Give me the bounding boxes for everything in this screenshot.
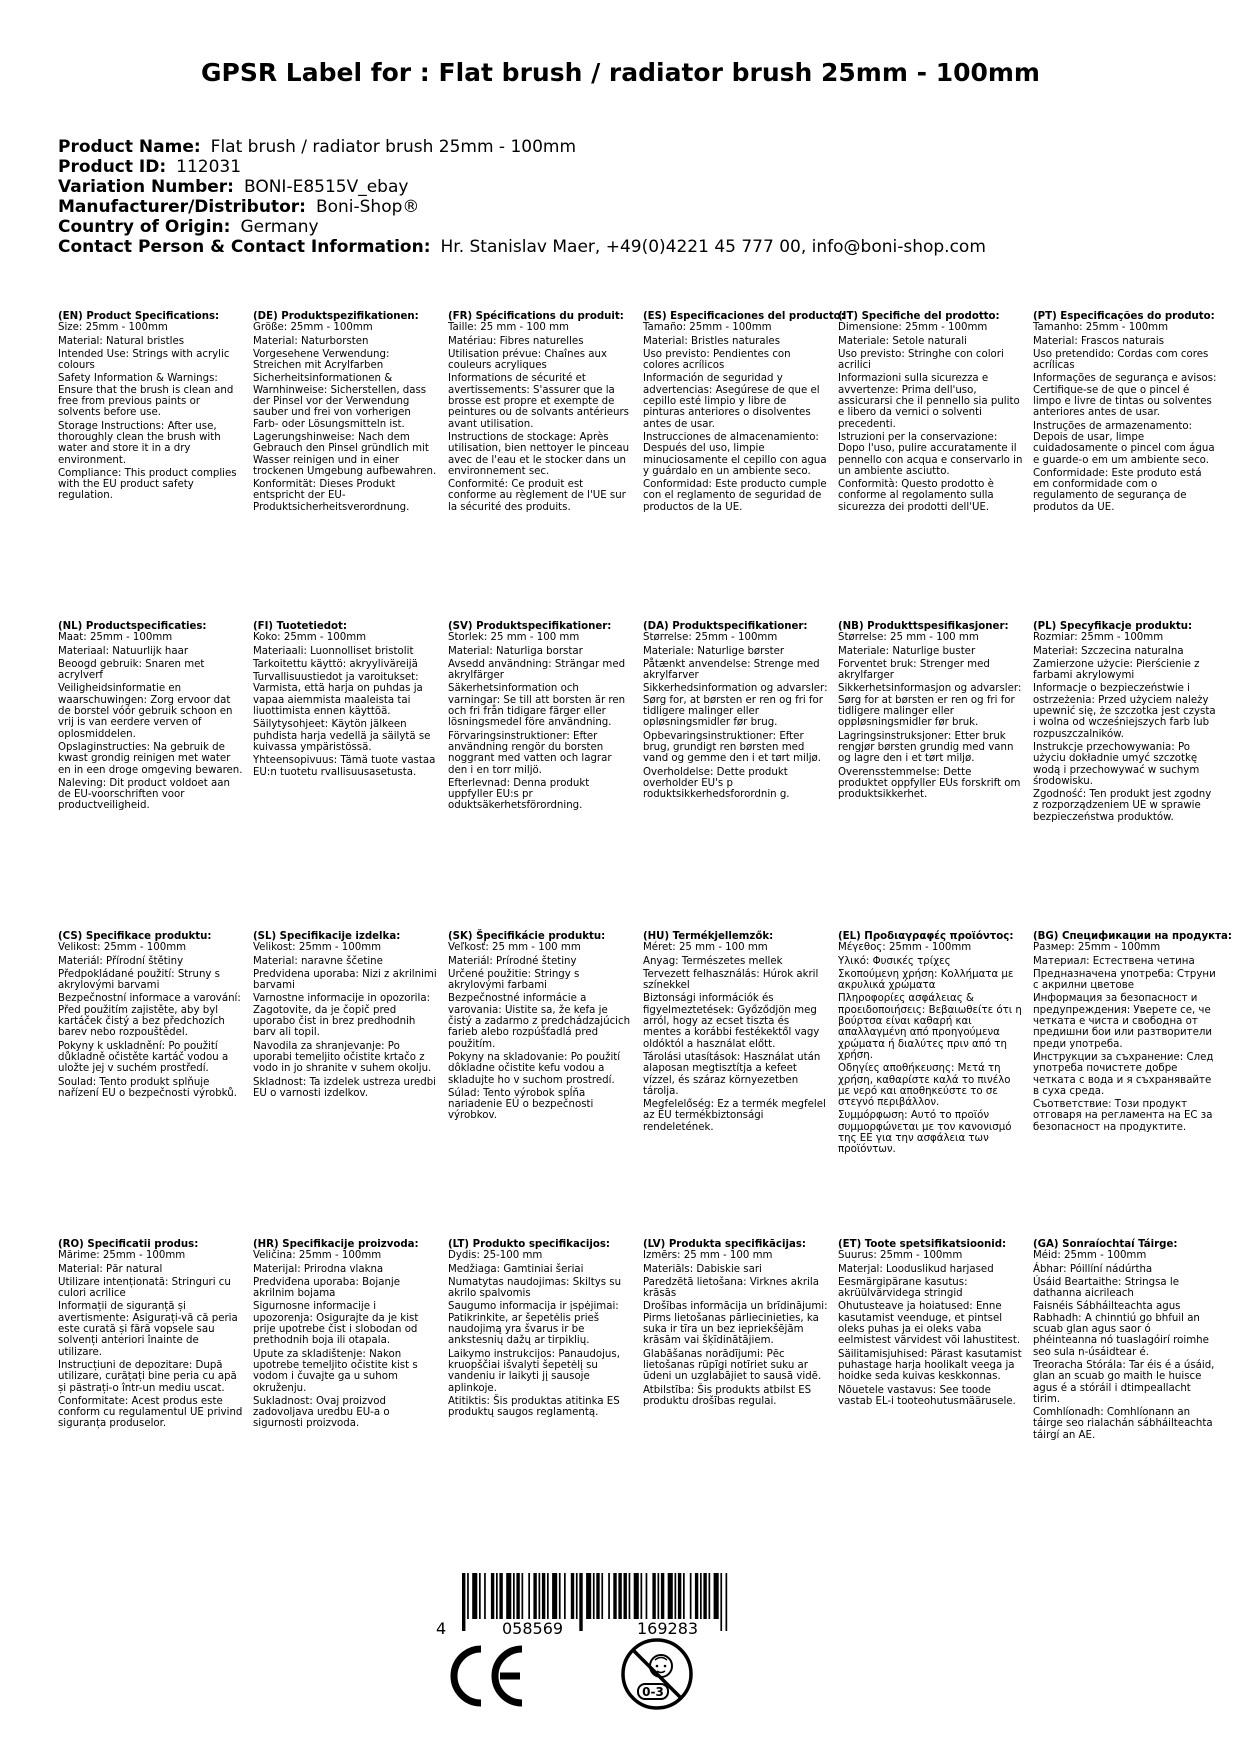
info-label: Product Name: xyxy=(58,137,201,157)
spec-paragraph: Numatytas naudojimas: Skiltys su akrilo spalvomis xyxy=(448,1276,622,1300)
barcode-bar xyxy=(576,1573,578,1619)
spec-paragraph: Navodila za shranjevanje: Po uporabi temeljito očistite krtačo z vodo in jo shranite v suhem okolju. xyxy=(253,1040,432,1075)
barcode-bar xyxy=(539,1573,541,1619)
spec-header: (EL) Προδιαγραφές προϊόντος: xyxy=(838,931,1014,942)
spec-header: (GA) Sonraíochtaí Táirge: xyxy=(1033,1239,1178,1250)
spec-paragraph: Conformidade: Este produto está em conformidade com o regulamento de segurança de produtos da UE. xyxy=(1033,467,1202,513)
ce-mark-icon xyxy=(448,1643,528,1713)
barcode-bar xyxy=(700,1573,702,1619)
info-value: Germany xyxy=(240,217,319,237)
barcode-bar xyxy=(571,1573,574,1619)
spec-paragraph: Informații de siguranță și avertismente: Asigurați-vă că peria este curată și fără vopsele sau solvenți anteriori înainte de utilizare. xyxy=(58,1301,238,1358)
spec-paragraph: Storlek: 25 mm - 100 mm xyxy=(448,632,580,644)
barcode-bar xyxy=(703,1573,706,1619)
spec-paragraph: Conformidad: Este producto cumple con el reglamento de seguridad de productos de la UE. xyxy=(643,479,827,513)
spec-paragraph: Material: Bristles naturales xyxy=(643,335,780,347)
barcode-bar xyxy=(528,1573,530,1619)
spec-paragraph: Predvidena uporaba: Nizi z akrilnimi barvami xyxy=(253,968,437,992)
barcode-bar xyxy=(467,1573,469,1619)
spec-paragraph: Materiāls: Dabiskie sari xyxy=(643,1263,762,1275)
spec-block xyxy=(58,311,243,504)
spec-paragraph: Storage Instructions: After use, thoroughly clean the brush with water and store it in a dry environment. xyxy=(58,420,221,466)
barcode-bar xyxy=(683,1573,685,1619)
spec-paragraph: Dimensione: 25mm - 100mm xyxy=(838,322,988,334)
spec-paragraph: Instrukcje przechowywania: Po użyciu dokładnie umyć szczotkę wodą i przechowywać w suchym środowisku. xyxy=(1033,741,1200,787)
barcode-bar xyxy=(613,1573,616,1619)
spec-paragraph: Veľkosť: 25 mm - 100 mm xyxy=(448,942,581,954)
barcode-bar xyxy=(726,1573,728,1631)
spec-paragraph: Anyag: Természetes mellek xyxy=(643,955,783,967)
spec-paragraph: Izmērs: 25 mm - 100 mm xyxy=(643,1250,773,1262)
barcode-bar xyxy=(646,1573,648,1619)
barcode-bar xyxy=(491,1573,494,1619)
spec-block xyxy=(253,311,438,515)
spec-header: (SK) Špecifikácie produktu: xyxy=(448,931,606,942)
spec-paragraph: Съответствие: Този продукт отговаря на регламента на ЕС за безопасност на продуктите. xyxy=(1033,1099,1213,1133)
spec-paragraph: Informazioni sulla sicurezza e avvertenze: Prima dell'uso, assicurarsi che il pennello sia pulito e libero da vernici o solventi precedenti. xyxy=(838,373,1020,430)
spec-paragraph: Drošības informācija un brīdinājumi: Pirms lietošanas pārliecinieties, ka suka ir tīra un bez iepriekšējām krāsām vai šķīdinātājiem. xyxy=(643,1301,828,1347)
spec-paragraph: Nõuetele vastavus: See toode vastab EL-i tooteohutusmäärusele. xyxy=(838,1384,1016,1407)
barcode-bar xyxy=(586,1573,591,1619)
spec-paragraph: Suurus: 25mm - 100mm xyxy=(838,1250,963,1262)
barcode-digits-mid: 058569 xyxy=(502,1619,564,1638)
spec-paragraph: Информация за безопасност и предупреждения: Уверете се, че четката е чиста и свободна от предишни бои или разтворители преди употреба. xyxy=(1033,993,1212,1050)
spec-paragraph: Konformität: Dieses Produkt entspricht der EU-Produktsicherheitsverordnung. xyxy=(253,479,410,513)
info-label: Manufacturer/Distributor: xyxy=(58,197,306,217)
spec-paragraph: Koko: 25mm - 100mm xyxy=(253,632,367,644)
spec-paragraph: Ábhar: Póillíní nádúrtha xyxy=(1033,1263,1153,1275)
spec-paragraph: Materiale: Setole naturali xyxy=(838,335,967,347)
spec-paragraph: Conformité: Ce produit est conforme au règlement de l'UE sur la sécurité des produits. xyxy=(448,479,626,513)
spec-paragraph: Οδηγίες αποθήκευσης: Μετά τη χρήση, καθαρίστε καλά το πινέλο με νερό και αποθηκεύστε το σε στεγνό περιβάλλον. xyxy=(838,1063,1011,1109)
barcode-bar xyxy=(496,1573,498,1619)
info-value: 112031 xyxy=(176,157,242,177)
spec-paragraph: Materiál: Prírodné štetiny xyxy=(448,955,577,967)
spec-header: (LV) Produkta specifikācijas: xyxy=(643,1239,806,1250)
barcode-bar xyxy=(652,1573,655,1619)
barcode-bar xyxy=(661,1573,664,1619)
spec-paragraph: Opslaginstructies: Na gebruik de kwast grondig reinigen met water en in een droge omgeving bewaren. xyxy=(58,741,243,776)
spec-paragraph: Safety Information & Warnings: Ensure that the brush is clean and free from previous paints or solvents before use. xyxy=(58,373,234,419)
spec-header: (HR) Specifikacije proizvoda: xyxy=(253,1239,419,1250)
spec-paragraph: Förvaringsinstruktioner: Efter användning rengör du borsten noggrant med vatten och lagrar den i en torr miljö. xyxy=(448,730,612,776)
barcode-bar xyxy=(714,1573,719,1619)
spec-paragraph: Materiał: Szczecina naturalna xyxy=(1033,645,1184,657)
spec-header: (BG) Спецификации на продукта: xyxy=(1033,931,1232,942)
spec-paragraph: Eesmärgipärane kasutus: akrüülvärvidega stringid xyxy=(838,1276,968,1300)
spec-row xyxy=(58,311,1241,621)
spec-paragraph: Rozmiar: 25mm - 100mm xyxy=(1033,632,1164,644)
info-row xyxy=(58,137,986,157)
spec-paragraph: Tamaño: 25mm - 100mm xyxy=(643,322,772,334)
spec-paragraph: Upute za skladištenje: Nakon upotrebe temeljito očistite kist s vodom i čuvajte ga u suhom okruženju. xyxy=(253,1348,418,1394)
spec-paragraph: Instructions de stockage: Après utilisation, bien nettoyer le pinceau avec de l'eau et le stocker dans un environnement sec. xyxy=(448,431,630,477)
spec-paragraph: Uso previsto: Stringhe con colori acrilici xyxy=(838,348,1004,372)
not-for-children-0-3-icon xyxy=(619,1636,695,1716)
spec-paragraph: Size: 25mm - 100mm xyxy=(58,322,168,334)
spec-paragraph: Dydis: 25-100 mm xyxy=(448,1250,543,1262)
spec-paragraph: Utilizare intenționată: Stringuri cu culori acrilice xyxy=(58,1276,231,1300)
spec-paragraph: Úsáid Beartaithe: Stringsa le dathanna aicrileach xyxy=(1033,1276,1179,1300)
spec-block xyxy=(1033,311,1218,515)
spec-paragraph: Υλικό: Φυσικές τρίχες xyxy=(838,955,951,967)
barcode-bar xyxy=(624,1573,627,1619)
spec-block xyxy=(448,931,633,1124)
spec-block xyxy=(643,311,845,515)
spec-paragraph: Skladnost: Ta izdelek ustreza uredbi EU o varnosti izdelkov. xyxy=(253,1076,437,1099)
spec-paragraph: Pokyny k uskladnění: Po použití důkladně očistěte kartáč vodou a uložte jej v suchém prostředí. xyxy=(58,1040,229,1075)
spec-header: (HU) Termékjellemzők: xyxy=(643,931,774,942)
spec-paragraph: Material: naravne ščetine xyxy=(253,955,383,967)
info-row xyxy=(58,177,986,197)
spec-header: (SL) Specifikacije izdelka: xyxy=(253,931,401,942)
spec-paragraph: Súlad: Tento výrobok spĺňa nariadenie EÚ o bezpečnosti výrobkov. xyxy=(448,1087,594,1122)
product-info xyxy=(58,137,986,257)
spec-paragraph: Predviđena uporaba: Bojanje akrilnim bojama xyxy=(253,1276,401,1300)
spec-header: (DE) Produktspezifikationen: xyxy=(253,311,419,322)
spec-paragraph: Размер: 25mm - 100mm xyxy=(1033,942,1161,954)
spec-paragraph: Overholdelse: Dette produkt overholder EU's p roduktsikkerhedsforordnin g. xyxy=(643,766,790,801)
spec-paragraph: Materiaal: Natuurlijk haar xyxy=(58,645,189,657)
spec-paragraph: Naleving: Dit product voldoet aan de EU-voorschriften voor productveiligheid. xyxy=(58,777,230,812)
barcode-bar xyxy=(559,1573,561,1619)
barcode-bar xyxy=(678,1573,681,1619)
barcode-bar xyxy=(479,1573,481,1619)
spec-paragraph: Materjal: Looduslikud harjased xyxy=(838,1263,994,1275)
barcode-bar xyxy=(596,1573,599,1619)
barcode-bar xyxy=(499,1573,502,1619)
spec-paragraph: Zamierzone użycie: Pierścienie z farbami akrylowymi xyxy=(1033,658,1200,682)
spec-block xyxy=(448,621,633,814)
barcode-bar xyxy=(522,1573,524,1619)
spec-paragraph: Informacje o bezpieczeństwie i ostrzeżenia: Przed użyciem należy upewnić się, że szczotka jest czysta i wolna od wcześniejszych farb lub rozpuszczalników. xyxy=(1033,683,1216,740)
spec-row xyxy=(58,931,1241,1239)
barcode-digits-right: 169283 xyxy=(637,1619,699,1638)
spec-paragraph: Istruzioni per la conservazione: Dopo l'uso, pulire accuratamente il pennello con acqua e conservarlo in un ambiente asciutto. xyxy=(838,431,1023,477)
spec-paragraph: Atbilstība: Šis produkts atbilst ES produktu drošības regulai. xyxy=(643,1384,812,1407)
spec-block xyxy=(253,621,438,780)
spec-block xyxy=(643,1239,828,1409)
spec-paragraph: Materijal: Prirodna vlakna xyxy=(253,1263,384,1275)
spec-header: (NL) Productspecificaties: xyxy=(58,621,207,632)
spec-paragraph: Vorgesehene Verwendung: Streichen mit Acrylfarben xyxy=(253,348,390,372)
spec-paragraph: Avsedd användning: Strängar med akrylfärger xyxy=(448,658,626,682)
spec-paragraph: Materiál: Přírodní štětiny xyxy=(58,955,184,967)
spec-paragraph: Lagringsinstruksjoner: Etter bruk rengjør børsten grundig med vann og lagre den i et tørt miljø. xyxy=(838,730,1014,765)
barcode-bar xyxy=(564,1573,566,1619)
spec-paragraph: Velikost: 25mm - 100mm xyxy=(253,942,382,954)
spec-header: (EN) Product Specifications: xyxy=(58,311,220,322)
spec-paragraph: Zgodność: Ten produkt jest zgodny z rozporządzeniem UE w sprawie bezpieczeństwa produktów. xyxy=(1033,789,1212,823)
spec-paragraph: Forventet bruk: Strenger med akrylfarger xyxy=(838,658,990,682)
spec-grid xyxy=(58,311,1241,1549)
spec-header: (LT) Produkto specifikacijos: xyxy=(448,1239,610,1250)
spec-paragraph: Určené použitie: Stringy s akrylovými farbami xyxy=(448,968,580,992)
spec-paragraph: Efterlevnad: Denna produkt uppfyller EU:s pr oduktsäkerhetsförordning. xyxy=(448,777,590,812)
spec-block xyxy=(253,931,438,1101)
spec-header: (IT) Specifiche del prodotto: xyxy=(838,311,1000,322)
spec-paragraph: Material: Frascos naturais xyxy=(1033,335,1165,347)
spec-paragraph: Instrucciones de almacenamiento: Después del uso, limpie minuciosamente el cepillo con agua y guárdalo en un ambiente seco. xyxy=(643,431,827,477)
spec-paragraph: Πληροφορίες ασφάλειας & προειδοποιήσεις: Βεβαιωθείτε ότι η βούρτσα είναι καθαρή και απαλλαγμένη από προηγούμενα χρώματα ή διαλύτες πριν από τη χρήση. xyxy=(838,993,1022,1061)
spec-header: (SV) Produktspecifikationer: xyxy=(448,621,612,632)
spec-paragraph: Matériau: Fibres naturelles xyxy=(448,335,584,347)
spec-header: (FI) Tuotetiedot: xyxy=(253,621,347,632)
spec-paragraph: Συμμόρφωση: Αυτό το προϊόν συμμορφώνεται με τον κανονισμό της ΕΕ για την ασφάλεια των προϊόντων. xyxy=(838,1110,1012,1156)
spec-paragraph: Informações de segurança e avisos: Certifique-se de que o pincel é limpo e livre de tintas ou solventes anteriores antes de usar. xyxy=(1033,373,1217,419)
spec-paragraph: Medžiaga: Gamtiniai šeriai xyxy=(448,1263,584,1275)
spec-paragraph: Méret: 25 mm - 100 mm xyxy=(643,942,768,954)
spec-paragraph: Materiaali: Luonnolliset bristolit xyxy=(253,645,414,657)
spec-paragraph: Инструкции за съхранение: След употреба почистете добре четката с вода и я съхранявайте в суха среда. xyxy=(1033,1051,1214,1097)
spec-header: (NB) Produkttspesifikasjoner: xyxy=(838,621,1009,632)
spec-block xyxy=(838,311,1023,515)
spec-block xyxy=(838,931,1023,1158)
spec-paragraph: Material: Naturliga borstar xyxy=(448,645,583,657)
spec-paragraph: Overensstemmelse: Dette produktet oppfyller EUs forskrift om produktsikkerhet. xyxy=(838,766,1021,801)
spec-header: (DA) Produktspecifikationer: xyxy=(643,621,808,632)
barcode-bar xyxy=(608,1573,610,1619)
barcode-bar xyxy=(533,1573,536,1619)
spec-paragraph: Påtænkt anvendelse: Strenge med akrylfarver xyxy=(643,658,820,682)
spec-paragraph: Sicherheitsinformationen & Warnhinweise: Sicherstellen, dass der Pinsel vor der Verwendung sauber und frei von vorherigen Farb- oder Lösungsmitteln ist. xyxy=(253,373,427,430)
spec-block xyxy=(1033,931,1232,1135)
barcode-bar xyxy=(516,1573,519,1619)
spec-paragraph: Méid: 25mm - 100mm xyxy=(1033,1250,1147,1262)
info-value: Hr. Stanislav Maer, +49(0)4221 45 777 00, info@boni-shop.com xyxy=(440,237,986,257)
barcode-bar xyxy=(668,1573,673,1619)
spec-header: (FR) Spécifications du produit: xyxy=(448,311,624,322)
spec-paragraph: Materiale: Naturlige børster xyxy=(643,645,785,657)
spec-paragraph: Sigurnosne informacije i upozorenja: Osigurajte da je kist prije upotrebe čist i slobodan od prethodnih boja ili otapala. xyxy=(253,1301,419,1347)
spec-block xyxy=(1033,1239,1218,1443)
spec-paragraph: Intended Use: Strings with acrylic colours xyxy=(58,348,230,372)
barcode-bar xyxy=(709,1573,711,1619)
spec-block xyxy=(448,311,633,515)
spec-paragraph: Größe: 25mm - 100mm xyxy=(253,322,373,334)
spec-block xyxy=(448,1239,633,1420)
barcode-bar xyxy=(634,1573,639,1619)
spec-paragraph: Veličina: 25mm - 100mm xyxy=(253,1250,382,1262)
spec-paragraph: Turvallisuustiedot ja varoitukset: Varmista, että harja on puhdas ja vapaa aiemmista maaleista tai liuottimista ennen käyttöä. xyxy=(253,672,423,718)
spec-paragraph: Instruções de armazenamento: Depois de usar, limpe cuidadosamente o pincel com água e guarde-o em um ambiente seco. xyxy=(1033,420,1215,466)
barcode-bar xyxy=(542,1573,545,1619)
spec-paragraph: Ohutusteave ja hoiatused: Enne kasutamist veenduge, et pintsel oleks puhas ja ei oleks vaba eelmistest värvidest või lahustitest. xyxy=(838,1301,1021,1347)
spec-header: (RO) Specificatii produs: xyxy=(58,1239,199,1250)
spec-paragraph: Información de seguridad y advertencias: Asegúrese de que el cepillo esté limpio y libre de pinturas anteriores o disolventes antes de usar. xyxy=(643,373,820,430)
spec-paragraph: Soulad: Tento produkt splňuje nařízení EU o bezpečnosti výrobků. xyxy=(58,1076,237,1099)
spec-paragraph: Saugumo informacija ir įspėjimai: Patikrinkite, ar šepetėlis prieš naudojimą yra švarus ir be ankstesnių dažų ar tirpiklių. xyxy=(448,1301,619,1347)
spec-paragraph: Biztonsági információk és figyelmeztetések: Győződjön meg arról, hogy az ecset tiszta és mentes a korábbi festékektől vagy oldóktól a használat előtt. xyxy=(643,993,820,1050)
spec-block xyxy=(1033,621,1218,825)
barcode-bar xyxy=(552,1573,557,1619)
spec-block xyxy=(58,1239,243,1432)
barcode-bar xyxy=(547,1573,549,1619)
spec-paragraph: Μέγεθος: 25mm - 100mm xyxy=(838,942,972,954)
spec-paragraph: Glabāšanas norādījumi: Pēc lietošanas rūpīgi notīriet suku ar ūdeni un uzglabājiet to sausā vidē. xyxy=(643,1348,822,1383)
spec-paragraph: Tárolási utasítások: Használat után alaposan megtisztítja a kefeet vízzel, és száraz környezetben tárolja. xyxy=(643,1051,821,1097)
spec-block xyxy=(253,1239,438,1432)
spec-paragraph: Tamanho: 25mm - 100mm xyxy=(1033,322,1169,334)
spec-paragraph: Maat: 25mm - 100mm xyxy=(58,632,173,644)
page-title: GPSR Label for : Flat brush / radiator brush 25mm - 100mm xyxy=(201,58,1040,87)
info-label: Country of Origin: xyxy=(58,217,231,237)
spec-paragraph: Materiale: Naturlige buster xyxy=(838,645,976,657)
spec-paragraph: Comhlíonadh: Comhlíonann an táirge seo rialachán sábháilteachta táirgí an AE. xyxy=(1033,1407,1213,1441)
barcode-bar xyxy=(462,1573,465,1631)
spec-header: (PT) Especificações do produto: xyxy=(1033,311,1215,322)
spec-paragraph: Taille: 25 mm - 100 mm xyxy=(448,322,569,334)
spec-paragraph: Säilitamisjuhised: Pärast kasutamist puhastage harja hoolikalt veega ja hoidke seda kuivas keskkonnas. xyxy=(838,1348,1022,1383)
spec-paragraph: Faisnéis Sábháilteachta agus Rabhadh: A chinntiú go bhfuil an scuab glan agus saor ó phéinteanna nó tuaslagóirí roimhe seo sula n-úsáidtear é. xyxy=(1033,1301,1209,1358)
spec-paragraph: Veiligheidsinformatie en waarschuwingen: Zorg ervoor dat de borstel vóór gebruik schoon en vrij is van eerdere verven of oplosmiddelen. xyxy=(58,683,233,740)
spec-paragraph: Uso previsto: Pendientes con colores acrílicos xyxy=(643,348,791,372)
spec-paragraph: Informations de sécurité et avertissements: S'assurer que la brosse est propre et exempte de peintures ou de solvants antérieurs avant utilisation. xyxy=(448,373,629,430)
barcode-bar xyxy=(720,1573,722,1631)
spec-paragraph: Instrucțiuni de depozitare: După utilizare, curățați bine peria cu apă și păstrați-o într-un mediu uscat. xyxy=(58,1359,237,1394)
spec-paragraph: Laikymo instrukcijos: Panaudojus, kruopščiai išvalyti šepetėlį su vandeniu ir laikyti jį sausoje aplinkoje. xyxy=(448,1348,620,1394)
spec-header: (ET) Toote spetsifikatsioonid: xyxy=(838,1239,1007,1250)
info-row xyxy=(58,237,986,257)
spec-block xyxy=(643,931,828,1135)
barcode-bar xyxy=(690,1573,692,1619)
spec-paragraph: Bezpečnostné informácie a varovania: Uistite sa, že kefa je čistý a zadarmo z predchádzajúcich farieb alebo rozpúšťadlá pred použitím. xyxy=(448,993,631,1050)
barcode-bar xyxy=(593,1573,595,1619)
spec-paragraph: Sikkerhetsinformasjon og advarsler: Sørg for at børsten er ren og fri for tidligere malinger eller oppløsningsmidler før bruk. xyxy=(838,683,1022,729)
spec-paragraph: Størrelse: 25mm - 100mm xyxy=(643,632,778,644)
barcode-bar xyxy=(472,1573,477,1619)
spec-paragraph: Varnostne informacije in opozorila: Zagotovite, da je čopič pred uporabo čist in brez predhodnih barv ali topil. xyxy=(253,993,430,1039)
barcode-bar xyxy=(675,1573,677,1619)
spec-paragraph: Megfelelőség: Ez a termék megfelel az EU termékbiztonsági rendeletének. xyxy=(643,1099,826,1133)
spec-paragraph: Material: Naturborsten xyxy=(253,335,369,347)
spec-paragraph: Beoogd gebruik: Snaren met acrylverf xyxy=(58,658,205,682)
barcode-bar xyxy=(658,1573,660,1619)
spec-paragraph: Velikost: 25mm - 100mm xyxy=(58,942,187,954)
barcode-bar xyxy=(629,1573,631,1619)
spec-paragraph: Säkerhetsinformation och varningar: Se till att borsten är ren och fri från tidigare färger eller lösningsmedel före användning. xyxy=(448,683,626,729)
barcode-bar xyxy=(579,1573,582,1631)
spec-paragraph: Paredzētā lietošana: Virknes akrila krāsās xyxy=(643,1276,819,1300)
barcode-digits-left: 4 xyxy=(436,1619,447,1638)
barcode-bar xyxy=(618,1573,621,1619)
info-label: Product ID: xyxy=(58,157,167,177)
spec-paragraph: Tarkoitettu käyttö: akryyliväreijä xyxy=(253,658,418,670)
spec-paragraph: Pokyny na skladovanie: Po použití dôkladne očistite kefu vodou a skladujte ho v suchom prostredí. xyxy=(448,1051,621,1086)
spec-block xyxy=(58,931,243,1101)
spec-header: (CS) Specifikace produktu: xyxy=(58,931,212,942)
barcode-bar xyxy=(513,1573,515,1619)
spec-paragraph: Material: Natural bristles xyxy=(58,335,185,347)
spec-block xyxy=(838,621,1023,802)
info-value: Flat brush / radiator brush 25mm - 100mm xyxy=(210,137,577,157)
spec-paragraph: Предназначена употреба: Струни с акрилни цветове xyxy=(1033,968,1216,992)
barcode-bar xyxy=(484,1573,486,1619)
barcode-bar xyxy=(695,1573,698,1619)
spec-paragraph: Material: Păr natural xyxy=(58,1263,163,1275)
spec-block xyxy=(643,621,828,802)
spec-paragraph: Conformitate: Acest produs este conform cu regulamentul UE privind siguranța produselor. xyxy=(58,1395,243,1430)
spec-row xyxy=(58,1239,1241,1549)
spec-paragraph: Compliance: This product complies with the EU product safety regulation. xyxy=(58,467,237,502)
barcode-bar xyxy=(641,1573,643,1619)
spec-paragraph: Treoracha Stórála: Tar éis é a úsáid, glan an scuab go maith le huisce agus é a stóráil i dtimpeallacht tirim. xyxy=(1033,1359,1215,1405)
info-row xyxy=(58,217,986,237)
spec-paragraph: Bezpečnostní informace a varování: Před použitím zajistěte, aby byl kartáček čistý a bez předchozích barev nebo rozpouštědel. xyxy=(58,993,241,1039)
spec-paragraph: Conformità: Questo prodotto è conforme al regolamento sulla sicurezza dei prodotti dell'UE. xyxy=(838,479,994,513)
spec-row xyxy=(58,621,1241,931)
spec-paragraph: Sikkerhedsinformation og advarsler: Sørg for, at børsten er ren og fri for tidligere malinger eller opløsningsmidler før brug. xyxy=(643,683,828,729)
spec-paragraph: Sukladnost: Ovaj proizvod zadovoljava uredbu EU-a o sigurnosti proizvoda. xyxy=(253,1395,390,1430)
info-value: BONI-E8515V_ebay xyxy=(243,177,409,197)
spec-paragraph: Mărime: 25mm - 100mm xyxy=(58,1250,186,1262)
spec-paragraph: Σκοπούμενη χρήση: Κολλήματα με ακρυλικά χρώματα xyxy=(838,968,1014,992)
spec-paragraph: Uso pretendido: Cordas com cores acrílicas xyxy=(1033,348,1209,372)
spec-paragraph: Størrelse: 25 mm - 100 mm xyxy=(838,632,979,644)
spec-paragraph: Säilytysohjeet: Käytön jälkeen puhdista harja vedellä ja säilytä se kuivassa ympäristössä. xyxy=(253,719,431,753)
spec-header: (ES) Especificaciones del producto: xyxy=(643,311,845,322)
spec-paragraph: Předpokládané použití: Struny s akrylovými barvami xyxy=(58,968,220,992)
info-row xyxy=(58,197,986,217)
spec-header: (PL) Specyfikacje produktu: xyxy=(1033,621,1193,632)
spec-block xyxy=(838,1239,1023,1409)
info-label: Variation Number: xyxy=(58,177,234,197)
spec-paragraph: Opbevaringsinstruktioner: Efter brug, grundigt ren børsten med vand og gemme den i et tørt miljø. xyxy=(643,730,821,765)
info-value: Boni-Shop® xyxy=(315,197,420,217)
spec-paragraph: Lagerungshinweise: Nach dem Gebrauch den Pinsel gründlich mit Wasser reinigen und in einer trockenen Umgebung aufbewahren. xyxy=(253,431,437,477)
info-row xyxy=(58,157,986,177)
spec-paragraph: Atitiktis: Šis produktas atitinka ES produktų saugos reglamentą. xyxy=(448,1395,620,1419)
spec-paragraph: Utilisation prévue: Chaînes aux couleurs acryliques xyxy=(448,348,608,372)
spec-paragraph: Tervezett felhasználás: Húrok akril színekkel xyxy=(643,968,819,992)
barcode-bar xyxy=(601,1573,603,1619)
spec-paragraph: Материал: Естествена четина xyxy=(1033,955,1195,967)
svg-text:0-3: 0-3 xyxy=(642,1685,664,1699)
spec-paragraph: Yhteensopivuus: Tämä tuote vastaa EU:n tuotetu rvallisuusasetusta. xyxy=(253,755,436,778)
barcode xyxy=(436,1573,736,1637)
spec-block xyxy=(58,621,243,814)
info-label: Contact Person & Contact Information: xyxy=(58,237,431,257)
barcode-bar xyxy=(506,1573,511,1619)
